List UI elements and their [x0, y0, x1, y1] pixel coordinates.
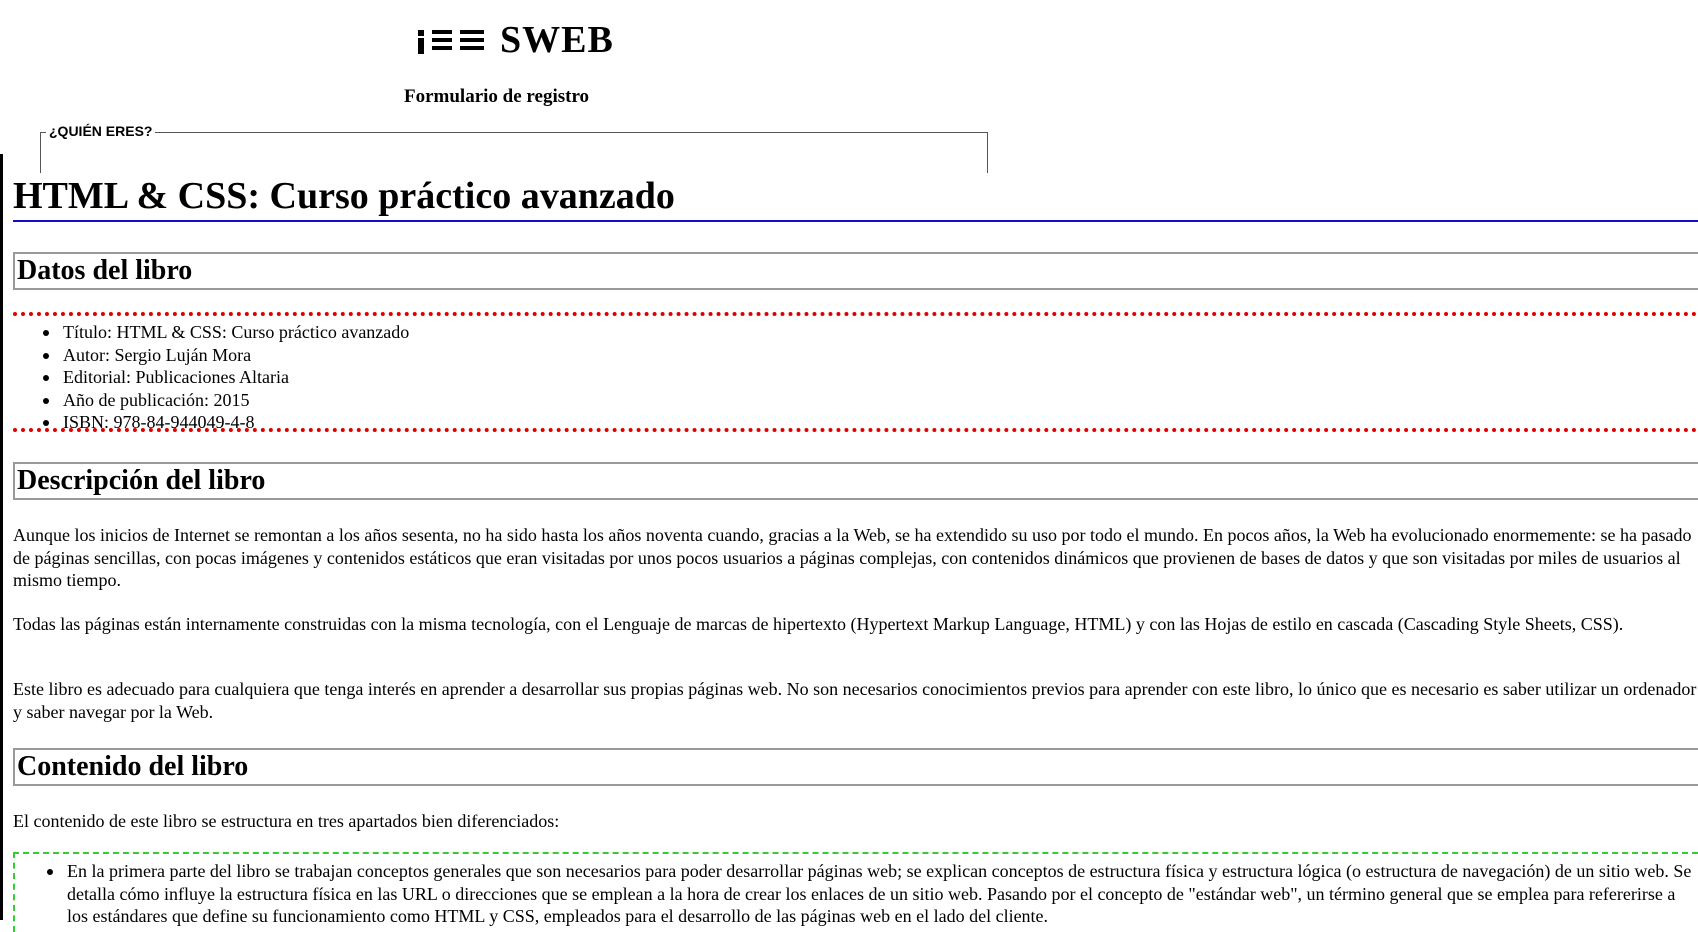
list-item: ISBN: 978-84-944049-4-8: [63, 411, 1698, 434]
description-paragraph: Aunque los inicios de Internet se remontan a los años sesenta, no ha sido hasta los años noventa cuando, gracias a la Web, se ha extendido su uso por todo el mundo. En pocos años, la Web ha evolucionado enormemente: se ha pasado de páginas sencillas, con pocas imágenes y contenidos estáticos que eran visitadas por unos pocos usuarios a páginas complejas, con contenidos dinámicos que provienen de bases de datos y que son visitadas por miles de usuarios al mismo tiempo.: [13, 525, 1692, 590]
section-heading-description: Descripción del libro: [13, 462, 1698, 500]
list-item: Autor: Sergio Luján Mora: [63, 344, 1698, 367]
logo-mark: [418, 24, 500, 54]
description-paragraph: Este libro es adecuado para cualquiera que tenga interés en aprender a desarrollar sus propias páginas web. No son necesarios conocimientos previos para aprender con este libro, lo único que es necesario es saber utilizar un ordenador y saber navegar por la Web.: [13, 679, 1697, 722]
section-heading-book-data: Datos del libro: [13, 252, 1698, 290]
list-item: Editorial: Publicaciones Altaria: [63, 366, 1698, 389]
contents-list: [15, 854, 1698, 928]
logo-text-tail: SWEB: [500, 19, 614, 61]
contents-intro: El contenido de este libro se estructura en tres apartados bien diferenciados:: [13, 811, 560, 831]
book-data-box: [13, 312, 1698, 432]
contents-box: [13, 852, 1698, 932]
registration-fieldset: [40, 132, 988, 173]
description-paragraph: Todas las páginas están internamente construidas con la misma tecnología, con el Lenguaje de marcas de hipertexto (Hypertext Markup Language, HTML) y con las Hojas de estilo en cascada (Cascading Style Sheets, CSS).: [13, 614, 1624, 634]
fieldset-legend: ¿QUIÉN ERES?: [46, 123, 155, 139]
list-item: Año de publicación: 2015: [63, 389, 1698, 412]
left-border: [0, 154, 3, 920]
page-title: HTML & CSS: Curso práctico avanzado: [13, 172, 1698, 222]
book-data-list: [13, 316, 1698, 434]
list-item: En la primera parte del libro se trabajan conceptos generales que son necesarios para poder desarrollar páginas web; se explican conceptos de estructura física y estructura lógica (o estructura de navegación) de un sitio web. Se detalla cómo influye la estructura física en las URL o direcciones que se emplean a la hora de crear los enlaces de un sitio web. Pasando por el concepto de "estándar web", un término general que se emplea para refererirse a los estándares que define su funcionamiento como HTML y CSS, empleados para el desarrollo de las páginas web en el lado del cliente.: [67, 860, 1698, 928]
section-heading-contents: Contenido del libro: [13, 748, 1698, 786]
site-logo: [418, 18, 618, 62]
form-title: Formulario de registro: [404, 86, 590, 107]
list-item: Título: HTML & CSS: Curso práctico avanzado: [63, 321, 1698, 344]
